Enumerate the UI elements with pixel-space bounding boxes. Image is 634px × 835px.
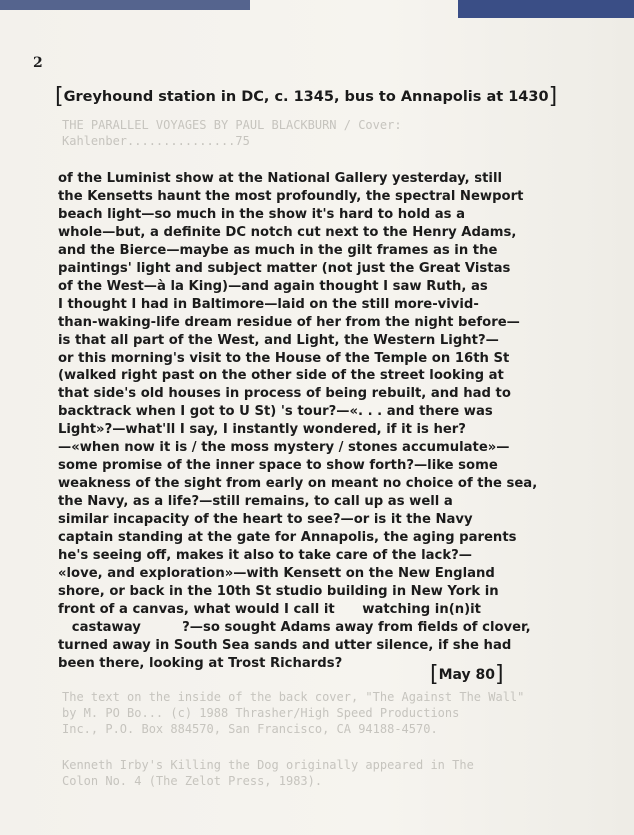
body-line: the Kensetts haunt the most profoundly, the spectral Newport (58, 188, 524, 204)
date-text: May 80 (438, 667, 496, 683)
bleed-line: by M. PO Bo... (c) 1988 Thrasher/High Speed Productions (62, 706, 460, 720)
body-line: he's seeing off, makes it also to take care of the lack?— (58, 548, 472, 564)
body-line: or this morning's visit to the House of the Temple on 16th St (58, 350, 510, 366)
body-line: I thought I had in Baltimore—laid on the still more-vivid- (58, 296, 479, 312)
body-line: similar incapacity of the heart to see?—or is it the Navy (58, 512, 473, 528)
body-line: of the Luminist show at the National Gallery yesterday, still (58, 171, 502, 186)
entry-header (55, 84, 557, 109)
body-line: and the Bierce—maybe as much in the gilt frames as in the (58, 242, 498, 258)
body-line: whole—but, a definite DC notch cut next to the Henry Adams, (58, 224, 517, 240)
header-text: Greyhound station in DC, c. 1345, bus to Annapolis at 1430 (63, 89, 549, 105)
body-line: «love, and exploration»—with Kensett on the New England (58, 565, 495, 581)
right-bracket: ] (495, 662, 504, 687)
bleed-line: THE PARALLEL VOYAGES BY PAUL BLACKBURN / Cover: (62, 118, 402, 132)
date-note (430, 662, 504, 687)
body-line: been there, looking at Trost Richards? (58, 655, 343, 671)
body-line: than-waking-life dream residue of her from the night before— (58, 314, 520, 330)
body-line: paintings' light and subject matter (not just the Great Vistas (58, 260, 511, 276)
body-line: Light»?—what'll I say, I instantly wondered, if it is her? (58, 422, 466, 438)
page-number: 2 (33, 55, 43, 71)
body-line: the Navy, as a life?—still remains, to call up as well a (58, 494, 453, 510)
body-line: captain standing at the gate for Annapolis, the aging parents (58, 530, 517, 546)
right-bracket: ] (548, 84, 558, 109)
journal-body (58, 170, 578, 673)
body-line: backtrack when I got to U St) 's tour?—«. . . and there was (58, 404, 493, 420)
body-line: is that all part of the West, and Light, the Western Light?— (58, 332, 499, 348)
body-line: castaway ?—so sought Adams away from fields of clover, (58, 619, 531, 635)
bleed-line: The text on the inside of the back cover, "The Against The Wall" (62, 690, 525, 704)
bleed-line: Kahlenber...............75 (62, 134, 250, 148)
body-line: front of a canvas, what would I call it watching in(n)it (58, 601, 481, 617)
body-line: some promise of the inner space to show forth?—like some (58, 458, 498, 474)
bleed-line: Inc., P.O. Box 884570, San Francisco, CA 94188-4570. (62, 722, 438, 736)
body-line: weakness of the sight from early on meant no choice of the sea, (58, 476, 538, 492)
body-line: shore, or back in the 10th St studio building in New York in (58, 583, 499, 599)
bleed-line: Colon No. 4 (The Zelot Press, 1983). (62, 774, 323, 788)
body-line: beach light—so much in the show it's hard to hold as a (58, 206, 465, 222)
top-edge-bar-right (458, 0, 634, 18)
bleed-line: Kenneth Irby's Killing the Dog originally appeared in The (62, 758, 474, 772)
top-edge-bar-left (0, 0, 250, 10)
left-bracket: [ (430, 662, 439, 687)
body-line: that side's old houses in process of being rebuilt, and had to (58, 386, 511, 402)
left-bracket: [ (55, 84, 64, 109)
body-line: turned away in South Sea sands and utter silence, if she had (58, 637, 512, 653)
body-line: of the West—à la King)—and again thought I saw Ruth, as (58, 278, 488, 294)
body-line: —«when now it is / the moss mystery / stones accumulate»— (58, 440, 510, 456)
body-line: (walked right past on the other side of the street looking at (58, 368, 504, 384)
